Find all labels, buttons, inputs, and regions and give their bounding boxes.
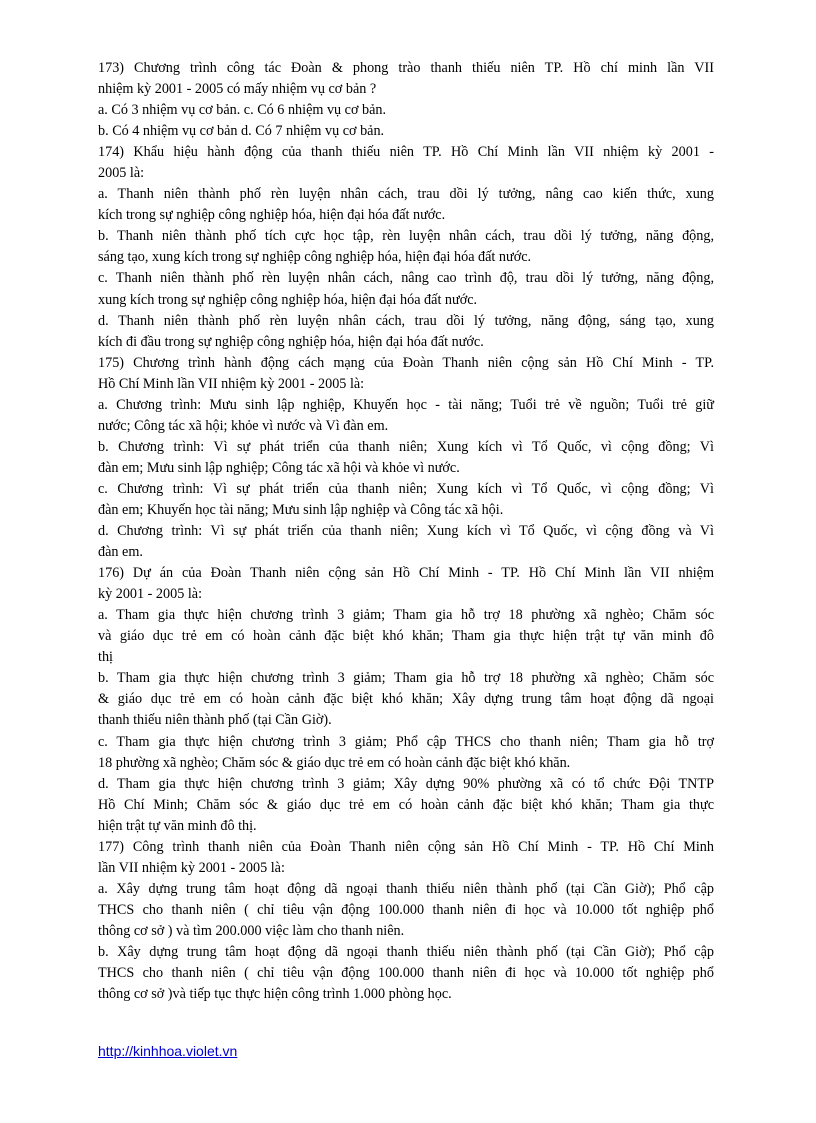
text-line: & giáo dục trẻ em có hoàn cảnh đặc biệt khó khăn; Xây dựng trung tâm hoạt động dã ngoại [98, 691, 714, 708]
text-line: 173) Chương trình công tác Đoàn & phong trào thanh thiếu niên TP. Hồ chí minh lần VII [98, 60, 714, 76]
text-line: c. Thanh niên thành phố rèn luyện nhân cách, nâng cao trình độ, trau dồi lý tưởng, năng động, [98, 270, 714, 287]
text-line: Hồ Chí Minh; Chăm sóc & giáo dục trẻ em có hoàn cảnh đặc biệt khó khăn; Tham gia thực [98, 796, 714, 813]
text-line: b. Chương trình: Vì sự phát triển của thanh niên; Xung kích vì Tổ Quốc, vì cộng đồng; Vì [98, 438, 714, 455]
text-line: nhiệm kỳ 2001 - 2005 có mấy nhiệm vụ cơ bản ? [98, 81, 377, 98]
text-line: đàn em. [98, 544, 143, 561]
text-line: 177) Công trình thanh niên của Đoàn Thanh niên cộng sản Hồ Chí Minh - TP. Hồ Chí Minh [98, 838, 714, 855]
text-line: a. Thanh niên thành phố rèn luyện nhân cách, trau dồi lý tưởng, nâng cao kiến thức, xung [98, 186, 714, 203]
text-line: Hồ Chí Minh lần VII nhiệm kỳ 2001 - 2005 là: [98, 375, 365, 392]
text-line: a. Chương trình: Mưu sinh lập nghiệp, Khuyến học - tài năng; Tuổi trẻ về nguồn; Tuổi trẻ giữ [98, 396, 714, 413]
text-line: THCS cho thanh niên ( chỉ tiêu vận động 100.000 thanh niên đi học và 10.000 tốt nghiệp phổ [98, 965, 714, 982]
text-line: thị [98, 649, 113, 666]
text-line: đàn em; Mưu sinh lập nghiệp; Công tác xã hội và khỏe vì nước. [98, 459, 460, 476]
text-line: thông cơ sở ) và tìm 200.000 việc làm cho thanh niên. [98, 922, 405, 939]
text-line: a. Xây dựng trung tâm hoạt động dã ngoại thanh thiếu niên thành phố (tại Cần Giờ); Phổ cập [98, 880, 714, 897]
text-line: 174) Khẩu hiệu hành động của thanh thiếu niên TP. Hồ Chí Minh lần VII nhiệm kỳ 2001 - [98, 144, 714, 161]
text-line: nước; Công tác xã hội; khỏe vì nước và Vì đàn em. [98, 417, 389, 434]
text-line: lần VII nhiệm kỳ 2001 - 2005 là: [98, 859, 285, 876]
text-line: 18 phường xã nghèo; Chăm sóc & giáo dục trẻ em có hoàn cảnh đặc biệt khó khăn. [98, 754, 571, 771]
text-line: c. Tham gia thực hiện chương trình 3 giảm; Phổ cập THCS cho thanh niên; Tham gia hỗ trợ [98, 733, 714, 750]
text-line: 2005 là: [98, 165, 145, 182]
text-line: b. Tham gia thực hiện chương trình 3 giảm; Tham gia hỗ trợ 18 phường xã nghèo; Chăm sóc [98, 670, 714, 687]
text-line: b. Thanh niên thành phố tích cực học tập, rèn luyện nhân cách, trau dồi lý tưởng, năng động, [98, 228, 714, 245]
text-line: 175) Chương trình hành động cách mạng của Đoàn Thanh niên cộng sản Hồ Chí Minh - TP. [98, 354, 714, 371]
text-line: a. Tham gia thực hiện chương trình 3 giảm; Tham gia hỗ trợ 18 phường xã nghèo; Chăm sóc [98, 607, 714, 624]
document-body [98, 58, 714, 1005]
text-line: kích đi đầu trong sự nghiệp công nghiệp hóa, hiện đại hóa đất nước. [98, 333, 484, 350]
text-line: 176) Dự án của Đoàn Thanh niên cộng sản Hồ Chí Minh - TP. Hồ Chí Minh lần VII nhiệm [98, 565, 714, 582]
text-line: thanh thiếu niên thành phố (tại Cần Giờ). [98, 712, 332, 729]
text-line: d. Tham gia thực hiện chương trình 3 giảm; Xây dựng 90% phường xã có tổ chức Đội TNTP [98, 775, 714, 792]
text-line: d. Thanh niên thành phố rèn luyện nhân cách, trau dồi lý tưởng, năng động, sáng tạo, xung [98, 312, 714, 329]
footer-link[interactable]: http://kinhhoa.violet.vn [98, 1043, 238, 1059]
text-line: THCS cho thanh niên ( chỉ tiêu vận động 100.000 thanh niên đi học và 10.000 tốt nghiệp phổ [98, 901, 714, 918]
text-line: b. Có 4 nhiệm vụ cơ bản d. Có 7 nhiệm vụ cơ bản. [98, 123, 385, 140]
text-line: kỳ 2001 - 2005 là: [98, 586, 203, 603]
text-line: d. Chương trình: Vì sự phát triển của thanh niên; Xung kích vì Tổ Quốc, vì cộng đồng và Vì [98, 523, 714, 540]
text-line: đàn em; Khuyến học tài năng; Mưu sinh lập nghiệp và Công tác xã hội. [98, 501, 504, 518]
text-line: thông cơ sở )và tiếp tục thực hiện công trình 1.000 phòng học. [98, 986, 452, 1003]
text-line: b. Xây dựng trung tâm hoạt động dã ngoại thanh thiếu niên thành phố (tại Cần Giờ); Phổ cập [98, 943, 714, 960]
text-line: kích trong sự nghiệp công nghiệp hóa, hiện đại hóa đất nước. [98, 207, 446, 224]
text-line: và giáo dục trẻ em có hoàn cảnh đặc biệt khó khăn; Tham gia thực hiện trật tự văn minh đô [98, 628, 714, 645]
text-line: sáng tạo, xung kích trong sự nghiệp công nghiệp hóa, hiện đại hóa đất nước. [98, 249, 532, 266]
text-line: c. Chương trình: Vì sự phát triển của thanh niên; Xung kích vì Tổ Quốc, vì cộng đồng; Vì [98, 480, 714, 497]
text-line: a. Có 3 nhiệm vụ cơ bản. c. Có 6 nhiệm vụ cơ bản. [98, 102, 387, 119]
text-line: xung kích trong sự nghiệp công nghiệp hóa, hiện đại hóa đất nước. [98, 291, 478, 308]
text-line: hiện trật tự văn minh đô thị. [98, 817, 257, 834]
